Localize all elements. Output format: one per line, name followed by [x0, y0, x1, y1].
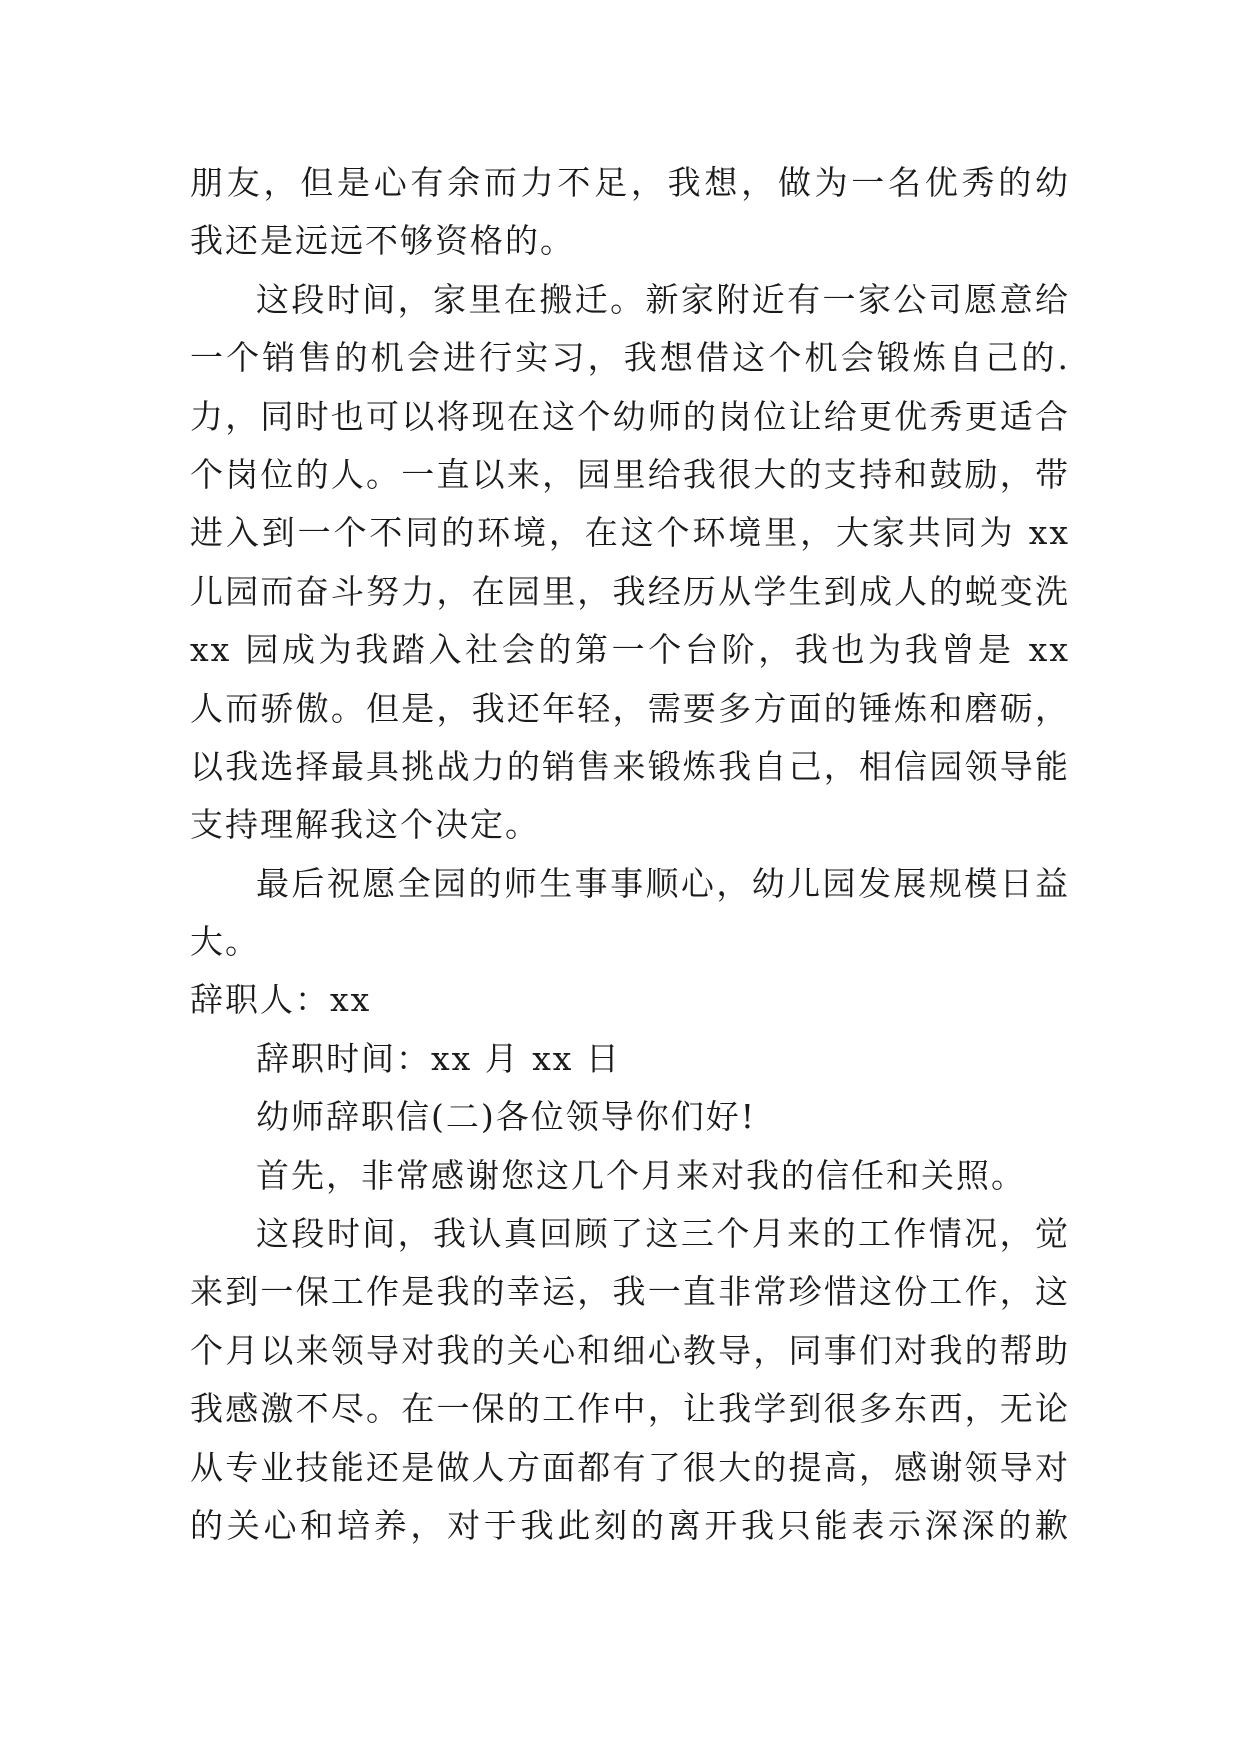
date-line: 辞职时间：xx 月 xx 日: [256, 1038, 621, 1078]
letter-body: [190, 154, 1070, 1555]
signature-line: 辞职人：xx: [190, 980, 372, 1020]
paragraph-start-line: 这段时间，家里在搬迁。新家附近有一家公司愿意给: [256, 279, 1070, 319]
paragraph-start-line: 首先，非常感谢您这几个月来对我的信任和关照。: [256, 1155, 1026, 1195]
text-line: 个月以来领导对我的关心和细心教导，同事们对我的帮助: [190, 1330, 1070, 1370]
text-line: 的关心和培养，对于我此刻的离开我只能表示深深的歉: [190, 1505, 1070, 1545]
text-line: 朋友，但是心有余而力不足，我想，做为一名优秀的幼: [190, 163, 1070, 202]
paragraph-start-line: 这段时间，我认真回顾了这三个月来的工作情况，觉: [256, 1214, 1070, 1254]
text-line: 人而骄傲。但是，我还年轻，需要多方面的锤炼和磨砺，: [190, 688, 1070, 728]
text-line: 个岗位的人。一直以来，园里给我很大的支持和鼓励，带: [190, 454, 1070, 494]
text-line: 以我选择最具挑战力的销售来锻炼我自己，相信园领导能: [190, 746, 1070, 786]
text-line: 我还是远远不够资格的。: [190, 221, 575, 261]
text-line: 进入到一个不同的环境，在这个环境里，大家共同为 xx: [190, 513, 1070, 553]
letter-heading-line: 幼师辞职信(二)各位领导你们好!: [256, 1097, 757, 1137]
text-line: 我感激不尽。在一保的工作中，让我学到很多东西，无论: [190, 1389, 1070, 1429]
text-line: 儿园而奋斗努力，在园里，我经历从学生到成人的蜕变洗: [190, 571, 1070, 611]
text-line: 支持理解我这个决定。: [190, 805, 540, 845]
text-line: 力，同时也可以将现在这个幼师的岗位让给更优秀更适合: [190, 396, 1070, 436]
text-line: 来到一保工作是我的幸运，我一直非常珍惜这份工作，这: [190, 1272, 1070, 1312]
paragraph-start-line: 最后祝愿全园的师生事事顺心，幼儿园发展规模日益: [256, 863, 1070, 903]
text-line: 大。: [190, 922, 260, 962]
text-line: 从专业技能还是做人方面都有了很大的提高，感谢领导对: [190, 1447, 1070, 1487]
text-line: 一个销售的机会进行实习，我想借这个机会锻炼自己的.: [190, 338, 1070, 378]
text-line: xx 园成为我踏入社会的第一个台阶，我也为我曾是 xx: [190, 630, 1070, 670]
